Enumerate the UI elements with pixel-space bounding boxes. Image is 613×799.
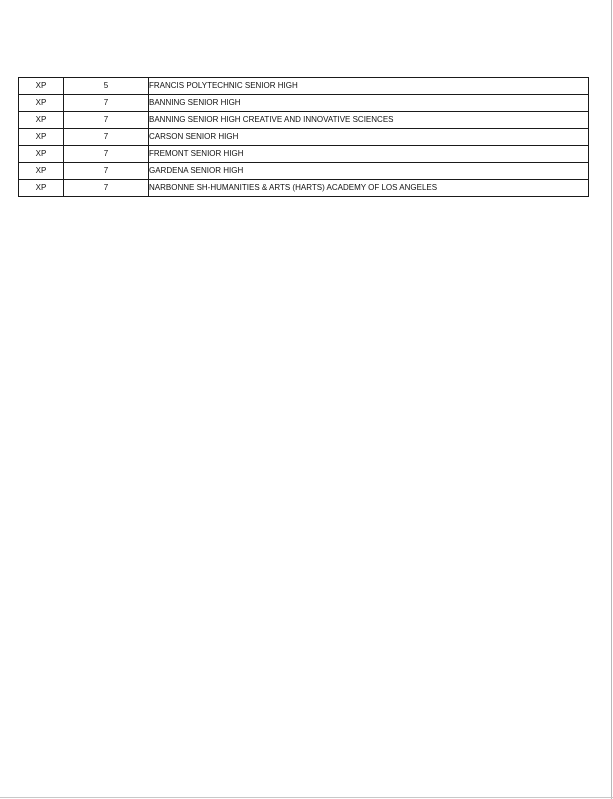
school-name-cell: BANNING SENIOR HIGH CREATIVE AND INNOVATIVE SCIENCES: [149, 112, 589, 129]
program-code-cell: XP: [19, 95, 64, 112]
table-row: [19, 180, 589, 197]
table-row: [19, 163, 589, 180]
school-name-cell: GARDENA SENIOR HIGH: [149, 163, 589, 180]
table-row: [19, 146, 589, 163]
table-row: [19, 112, 589, 129]
program-code-cell: XP: [19, 146, 64, 163]
page-edge-bottom: [0, 797, 613, 798]
program-code-cell: XP: [19, 129, 64, 146]
page-edge-right: [611, 0, 612, 799]
school-name-cell: BANNING SENIOR HIGH: [149, 95, 589, 112]
school-name-cell: NARBONNE SH-HUMANITIES & ARTS (HARTS) ACADEMY OF LOS ANGELES: [149, 180, 589, 197]
number-cell: 7: [64, 163, 149, 180]
number-cell: 7: [64, 112, 149, 129]
number-cell: 7: [64, 129, 149, 146]
number-cell: 7: [64, 180, 149, 197]
program-code-cell: XP: [19, 180, 64, 197]
school-name-cell: FRANCIS POLYTECHNIC SENIOR HIGH: [149, 78, 589, 95]
program-code-cell: XP: [19, 112, 64, 129]
program-code-cell: XP: [19, 163, 64, 180]
table-row: [19, 129, 589, 146]
table-row: [19, 95, 589, 112]
number-cell: 7: [64, 95, 149, 112]
number-cell: 5: [64, 78, 149, 95]
school-table: [18, 77, 589, 197]
program-code-cell: XP: [19, 78, 64, 95]
school-name-cell: CARSON SENIOR HIGH: [149, 129, 589, 146]
school-name-cell: FREMONT SENIOR HIGH: [149, 146, 589, 163]
table-row: [19, 78, 589, 95]
number-cell: 7: [64, 146, 149, 163]
